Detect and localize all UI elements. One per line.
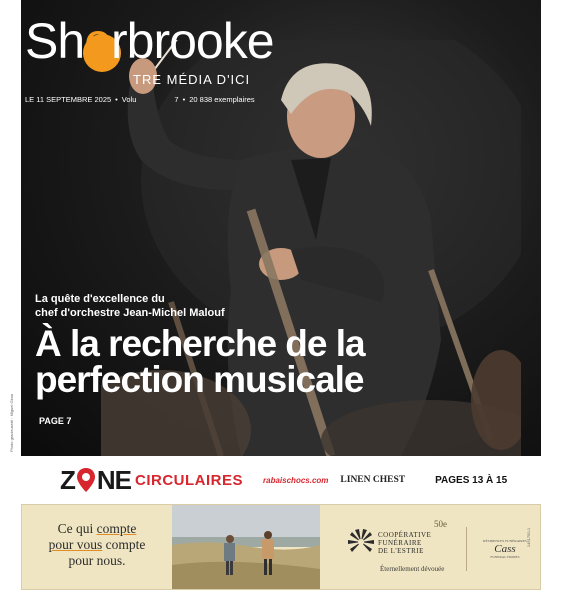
story-page-ref[interactable]: PAGE 7 [39, 416, 72, 426]
headline-line-1: À la recherche de la [35, 323, 365, 364]
kicker-line-2: chef d'orchestre Jean-Michel Malouf [35, 307, 225, 319]
coop-sunburst-logo [348, 529, 374, 555]
zone-letter-z: Z [60, 464, 75, 495]
linen-chest-logo[interactable]: LINEN CHEST [340, 475, 406, 485]
story-kicker [35, 292, 225, 320]
ad-couple-photo [172, 505, 320, 589]
cass-bottom: FUNERAL HOMES [490, 555, 520, 559]
ad-brands [320, 505, 540, 589]
ad-divider [466, 527, 467, 571]
funeral-coop-ad[interactable] [21, 504, 541, 590]
zone-logo [60, 465, 131, 496]
coop-tagline: Éternellement dévouée [380, 565, 445, 573]
masthead-title: Sherbrooke [25, 13, 274, 69]
zone-circulaires-bar[interactable] [60, 460, 520, 500]
cass-top: RÉSIDENCES FUNÉRAIRES [483, 539, 527, 543]
issue-date: LE 11 SEPTEMBRE 2025 [25, 95, 112, 104]
issue-separator: • [115, 95, 118, 104]
rabaischocs-logo[interactable]: rabaischocs.com [263, 475, 329, 485]
map-pin-icon [76, 467, 96, 493]
kicker-line-1: La quête d'excellence du [35, 293, 165, 305]
coop-name-line-2: FUNÉRAIRE [378, 539, 422, 547]
ad-slogan [22, 505, 172, 589]
slogan-line-2-post: compte [102, 537, 146, 552]
ad-code: 1451750-1 [525, 527, 531, 548]
issue-separator-2: • [182, 95, 186, 104]
coop-name-line-3: DE L'ESTRIE [378, 547, 424, 555]
story-headline[interactable] [35, 323, 455, 400]
zone-letters-ne: NE [96, 464, 132, 495]
coop-anniversary: 50e [434, 519, 447, 529]
cover-photo [21, 0, 541, 456]
slogan-line-2-emph: pour vous [48, 537, 103, 552]
photo-credit: Photo gracieuseté : Miguel Gima [9, 393, 14, 452]
issue-volume-end: 7 [174, 95, 179, 104]
slogan-line-1-pre: Ce qui [57, 521, 97, 536]
slogan-line-3: pour nous. [68, 553, 126, 568]
coop-name-line-1: COOPÉRATIVE [378, 531, 432, 539]
cass-name: Cass [494, 543, 516, 555]
issue-volume: Volu [121, 95, 137, 104]
circulaires-label: CIRCULAIRES [135, 471, 244, 489]
coop-name [378, 531, 431, 555]
masthead-subtitle: TRE MÉDIA D'ICI [133, 72, 251, 87]
slogan-line-1-emph: compte [96, 521, 137, 536]
issue-line [25, 95, 255, 104]
headline-line-2: perfection musicale [35, 359, 364, 400]
circulaires-pages: PAGES 13 À 15 [435, 474, 508, 486]
issue-circulation: 20 838 exemplaires [189, 95, 255, 104]
